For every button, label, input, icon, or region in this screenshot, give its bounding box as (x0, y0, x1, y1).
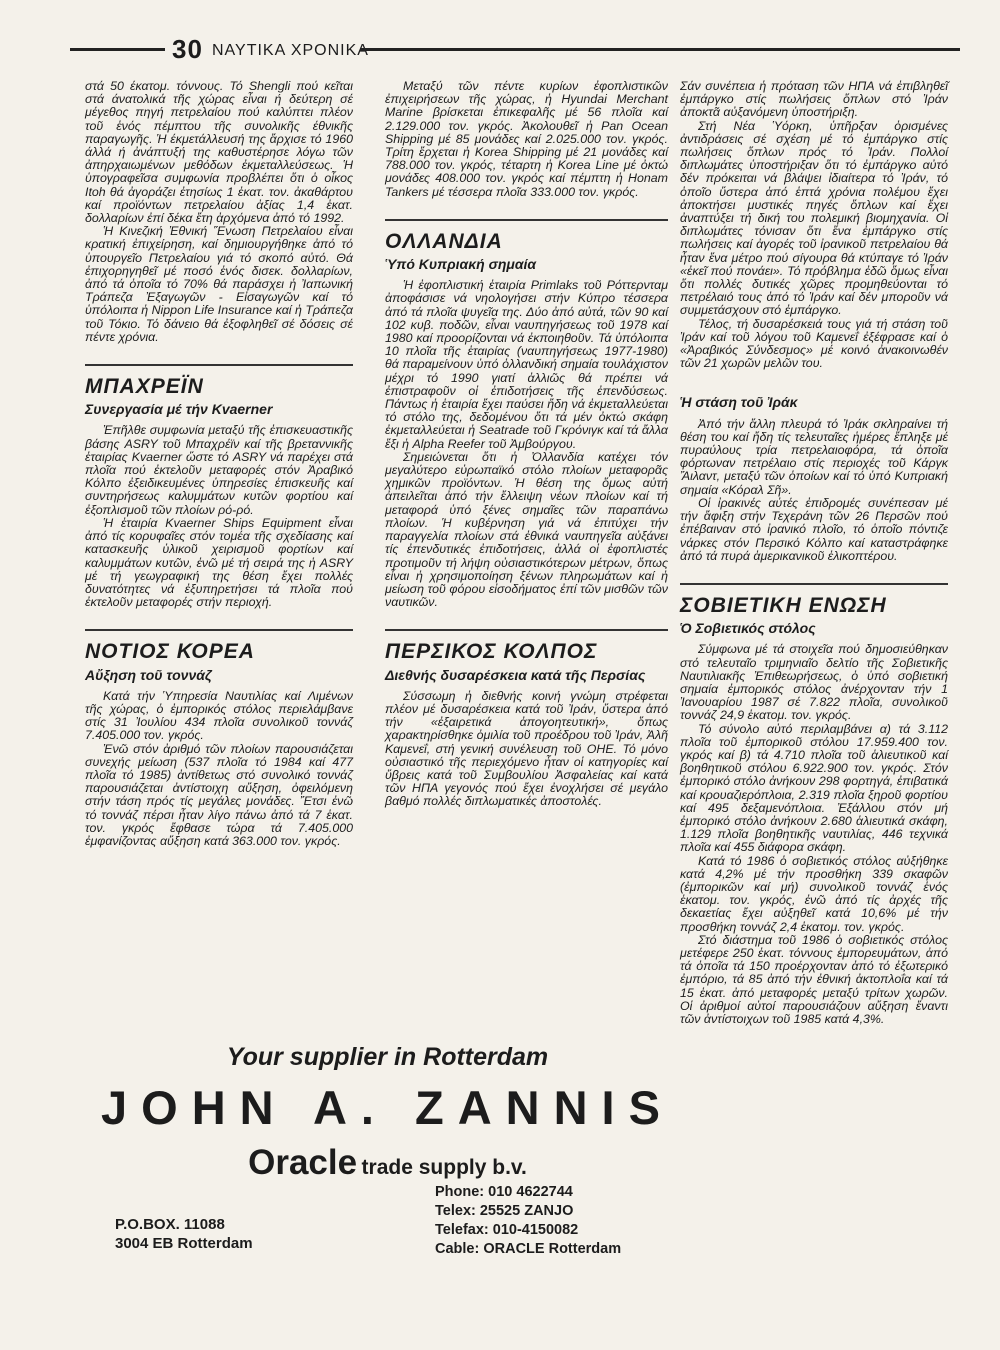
article-paragraph: Μεταξύ τῶν πέντε κυρίων ἐφοπλιστικῶν ἐπιχειρήσεων τῆς χώρας, ἡ Hyundai Merchant Marine βρίσκεται ἐπικεφαλῆς μέ 56 πλοῖα καί 2.129.000 τον. γκρός. Ἀκολουθεῖ ἡ Pan Ocean Shipping μέ 85 μονάδες καί 2.025.000 τον. γκρός. Τρίτη ἔρχεται ἡ Korea Shipping μέ 21 μονάδες καί 788.000 τον. γκρός, τέταρτη ἡ Korea Line μέ ὀκτώ μονάδες 408.000 τον. γκρός καί πέμπτη ἡ Honam Tankers μέ τέσσερα πλοῖα 333.000 τον. γκρός. (385, 79, 668, 199)
article-paragraph: Τέλος, τή δυσαρέσκειά τους γιά τή στάση τοῦ Ἰράν καί τοῦ λόγου τοῦ Καμενεΐ ἐξέφρασε καί ὁ «Ἀραβικός Σύνδεσμος» μέ κοινό ἀνακοινωθέν τῶν 21 χωρῶν μελῶν του. (680, 316, 948, 371)
ad-contact-list (435, 1183, 621, 1259)
article-paragraph: Κατά τό 1986 ὁ σοβιετικός στόλος αὐξήθηκε κατά 4,2% μέ τήν προσθήκη 339 σκαφῶν (ἐμπορικῶν καί μή) συνολικοῦ τοννάζ ἑνός ἑκατομ. τον. γκρός, ἐνῶ ἀπό τίς ἀρχές τῆς δεκαετίας ἔχει αὐξηθεῖ κατά 10,6% μέ τήν προσθήκη τοννάζ 2,4 ἑκατομ. τον. γκρός. (680, 853, 948, 934)
article-paragraph: Ἀπό τήν ἄλλη πλευρά τό Ἰράκ σκληραίνει τή θέση του καί ἤδη τίς τελευταῖες ἡμέρες ἔπληξε μέ πυραύλους τρία πετρελαιοφόρα, τά ὁποῖα φόρτωναν πετρέλαιο στίς περιοχές τοῦ Κάργκ Ἄιλαντ, μεταξύ τῶν ὁποίων καί τό ὑπό Κυπριακή σημαία «Κόραλ Σῆ». (680, 416, 948, 497)
ad-tagline: Your supplier in Rotterdam (226, 1043, 549, 1071)
ad-brand-line (95, 1143, 680, 1183)
page-header (60, 34, 960, 68)
article-subheading: Συνεργασία μέ τήν Kvaerner (85, 401, 273, 418)
article-paragraph: Στό διάστημα τοῦ 1986 ὁ σοβιετικός στόλος μετέφερε 250 ἑκατ. τόννους ἐμπορευμάτων, ἀπό τά ὁποῖα τά 150 προέρχονταν ἀπό τό ἐξωτερικό ἐμπόριο, τά 85 ἀπό τήν ἐθνική ἀκτοπλοΐα καί τά 15 ἑκατ. ἀπό μεταφορές μεταξύ τρίτων χωρῶν. Οἱ ἀριθμοί αὐτοί παρουσιάζουν αὔξηση ἔναντι τῶν ἀντίστοιχων τοῦ 1985 κατά 4,3%. (680, 932, 948, 1026)
article-paragraph: Σύμφωνα μέ τά στοιχεῖα πού δημοσιεύθηκαν στό τελευταῖο τριμηνιαῖο δελτίο τῆς Σοβιετικῆς Ναυτιλιακῆς Ἐπιθεωρήσεως, ὁ ὑπό σοβιετική σημαία ἐμπορικός στόλος ἀνέρχονταν τήν 1 Ἰανουαρίου 1987 σέ 7.822 πλοῖα, συνολικοῦ τοννάζ 24,9 ἑκατομ. τον. γκρός. (680, 642, 948, 723)
article-subheading: Διεθνής δυσαρέσκεια κατά τῆς Περσίας (385, 666, 646, 683)
section-heading-south-korea: ΝΟΤΙΟΣ ΚΟΡΕΑ (85, 629, 353, 662)
section-heading-soviet-union: ΣΟΒΙΕΤΙΚΗ ΕΝΩΣΗ (680, 583, 948, 616)
column-1 (85, 80, 353, 848)
header-rule-right (360, 48, 960, 51)
article-paragraph: Στή Νέα Ὑόρκη, ὑπῆρξαν ὁρισμένες ἀντιδράσεις σέ σχέση μέ τό ἐμπάργκο στίς πωλήσεις ὅπλων πρός τό Ἰράν. Πολλοί διπλωμάτες ὑποστήριξαν ὅτι τό ἐμπάργκο αὐτό δέν πρόκειται νά βλάψει ἰδιαίτερα τό Ἰράν, τό ὁποῖο ὕστερα ἀπό ἑπτά χρόνια πολέμου ἔχει ἀποκτήσει μυστικές πηγές ὅπλων καί ἔχει ἀναπτύξει τή δική του πολεμική βιομηχανία. Οἱ διπλωμάτες τόνισαν ὅτι ἕνα ἐμπάργκο στίς πωλήσεις καί ἀγορές τοῦ ἰρανικοῦ πετρελαίου θά ἦταν ἕνα μέτρο πού σίγουρα θά κτύπαγε τό Ἰράν «ἐκεῖ πού πονάει». Τό πρόβλημα ἐδῶ ὅμως εἶναι ὅτι πολλές δυτικές χῶρες προμηθεύονται τό πετρέλαιό τους ἀπό τό Ἰράν καί δέν μποροῦν νά συμμετάσχουν στό ἐμπάργκο. (680, 118, 948, 318)
article-paragraph: Ἐνῶ στόν ἀριθμό τῶν πλοίων παρουσιάζεται συνεχής μείωση (537 πλοῖα τό 1984 καί 477 πλοῖα τό 1985) ἀντίθετως στό συνολικό τοννάζ παρουσιάζεται ἀντίστοιχη αὔξηση, ὀφειλόμενη στήν τάση πρός τίς μεγάλες μονάδες. Ἔτσι ἐνῶ τό τοννάζ πέρσι ἦταν λίγο πάνω ἀπό τά 7 ἑκατ. τον. γκρός ἔφθασε τώρα τά 7.405.000 ἐμφανίζοντας αὔξηση κατά 363.000 τον. γκρός. (85, 741, 353, 848)
magazine-title: ΝΑΥΤΙΚΑ ΧΡΟΝΙΚΑ (212, 42, 369, 59)
ad-brand: Oracle (248, 1143, 358, 1182)
header-rule-left (70, 48, 165, 51)
article-paragraph: Ἡ ἐφοπλιστική ἑταιρία Primlaks τοῦ Ρόττερνταμ ἀποφάσισε νά νηολογήσει στήν Κύπρο τέσσερα ἀπό τά πλοῖα ψυγεῖα της. Δύο ἀπό αὐτά, τῶν 90 καί 102 κυβ. ποδῶν, εἶναι ναυπηγήσεως τοῦ 1978 καί 1980 καί προορίζονται νά ἐκποιηθοῦν. Τά ὑπόλοιπα 10 πλοῖα τῆς ἑταιρίας (ναυπηγήσεως 1977-1980) θά παραμείνουν ὑπό ὀλλανδική σημαία τουλάχιστον μέχρι τό 1990 γιατί ἀλλιῶς θά πρέπει νά ἐπιστραφοῦν οἱ ἐπιδοτήσεις τῆς ἐπενδύσεως. Πάντως ἡ ἑταιρία ἔχει παύσει ἤδη νά ἐκμεταλλεύεται τό στόλο της, δεδομένου ὅτι τά μέν ὀκτώ σκάφη ἐκμεταλλεύεται ἡ Seatrade τοῦ Γκρόνιγκ καί τά ἄλλα ἕξι ἡ Alpha Reefer τοῦ Ἀμβούργου. (385, 278, 668, 451)
ad-company-name: JOHN A. ZANNIS (101, 1081, 674, 1134)
ad-telex: Telex: 25525 ZANJO (435, 1203, 574, 1219)
article-paragraph: Σημειώνεται ὅτι ἡ Ὀλλανδία κατέχει τόν μεγαλύτερο εὐρωπαϊκό στόλο πλοίων μεταφορᾶς χημικῶν προϊόντων. Ἡ θέση της ὅμως αὐτή ἀπειλεῖται ἀπό τήν ἔλλειψη νέων πλοίων καί τή μεταφορά ὑπό ξένες σημαῖες τῶν παραπάνω πλοίων. Ἡ κυβέρνηση γιά νά ἐπιτύχει τήν παραγγελία πλοίων στά ἐθνικά ναυπηγεῖα αὐξάνει τίς ἐπενδυτικές ἐπιδοτήσεις, ἀλλά οἱ ἐφοπλιστές προτιμοῦν τή λήψη οὐσιαστικότερων μέτρων, ὅπως εἶναι ἡ χρησιμοποίηση ξένων πληρωμάτων καί ἡ μείωση τοῦ φόρου εἰσοδήματος ἐπί τῶν μισθῶν τῶν ναυτικῶν. (385, 449, 668, 610)
article-paragraph: Ἡ ἑταιρία Kvaerner Ships Equipment εἶναι ἀπό τίς κορυφαῖες στόν τομέα τῆς σχεδίασης καί κατασκευῆς ὑλικοῦ χειρισμοῦ φορτίων καί καλυμμάτων κυτῶν, ἐνῶ μέ τή σειρά της ἡ ASRY μέ τή γεωγραφική της θέση ἔχει πολλές δυνατότητες νά ἐξυπηρετήσει τά πλοῖα πού ἐκτελοῦν μεταφορές στήν περιοχή. (85, 515, 353, 610)
article-paragraph: στά 50 έκατομ. τόννους. Τό Shengli πού κεῖται στά άνατολικά τῆς χώρας εἶναι ή δεύτερη σέ μέγεθος πηγή πετρελαίου πού καλύπτει πλέον τοῦ ἑνός πέμπτου τῆς συνολικῆς έθνικῆς παραγωγῆς. Ἡ έκμετάλλευσή της ἄρχισε τό 1960 άλλά ή ἀνάπτυξή της καθυστέρησε λόγω τῶν ἀπηρχαιωμένων μεθόδων ἐκμεταλλεύσεως. Ἡ ὑπογραφεῖσα συμφωνία προβλέπει ὅτι ὁ οἶκος Itoh θά ἀγοράζει ἐτησίως 1 ἑκατ. τον. ἀκαθάρτου καί προϊόντων πετρελαίου ἀξίας 1,4 ἑκατ. δολλαρίων ἐπί δέκα ἔτη ἀρχόμενα ἀπό τό 1992. (85, 79, 353, 226)
article-paragraph: Κατά τήν Ὑπηρεσία Ναυτιλίας καί Λιμένων τῆς χώρας, ὁ ἐμπορικός στόλος περιελάμβανε στίς 31 Ἰουλίου 434 πλοῖα συνολικοῦ τοννάζ 7.405.000 τον. γκρός. (85, 688, 353, 743)
ad-postal-address (115, 1215, 253, 1253)
article-paragraph: Οἱ ἰρακινές αὐτές ἐπιδρομές συνέπεσαν μέ τήν ἄφιξη στήν Τεχεράνη τῶν 26 Περσῶν πού ἐπέβαιναν στό ἰρανικό πλοῖο, τό ὁποῖο πόντιζε νάρκες στόν Περσικό Κόλπο καί καταστράφηκε ἀπό τά πυρά ἀμερικανικοῦ ἑλικοπτέρου. (680, 495, 948, 563)
section-heading-persian-gulf: ΠΕΡΣΙΚΟΣ ΚΟΛΠΟΣ (385, 629, 668, 662)
page-number: 30 (172, 34, 203, 64)
article-paragraph: Σύσσωμη ἡ διεθνής κοινή γνώμη στρέφεται πλέον μέ δυσαρέσκεια κατά τοῦ Ἰράν, ὕστερα ἀπό τήν «ἐξαιρετικά ἀπογοητευτική», ὅπως χαρακτηρίσθηκε ὁμιλία τοῦ προέδρου τοῦ Ἰράν, Ἀλῆ Καμενεΐ, στή γενική συνέλευση τοῦ ΟΗΕ. Τό μόνο οὐσιαστικό τῆς περιεχόμενο ἦταν οἱ κατηγορίες καί ὕβρεις κατά τοῦ Συμβουλίου Ἀσφαλείας καί κατά τῶν ΗΠΑ γεγονός πού ἔχει ἐνοχλήσει σέ μεγάλο βαθμό πολλές διπλωματικές ἀποστολές. (385, 688, 668, 809)
ad-telefax: Telefax: 010-4150082 (435, 1222, 579, 1238)
ad-brand-suffix: trade supply b.v. (361, 1156, 527, 1179)
column-3 (680, 80, 948, 1026)
article-paragraph: Ἐπῆλθε συμφωνία μεταξύ τῆς ἐπισκευαστικῆς βάσης ASRY τοῦ Μπαχρέϊν καί τῆς βρεταννικῆς ἑταιρίας Kvaerner ὥστε τό ASRY νά παρέχει στά πλοῖα πού ἐκτελοῦν μεταφορές στόν Ἀραβικό Κόλπο ἐξειδικευμένες ὑπηρεσίες ἐπισκευῆς καί συντηρήσεως καλυμμάτων κυτῶν φορτίου καί ἐξοπλισμοῦ τῶν πλοίων ρό-ρό. (85, 423, 353, 517)
section-heading-netherlands: ΟΛΛΑΝΔΙΑ (385, 219, 668, 252)
section-heading-bahrain: ΜΠΑΧΡΕΪΝ (85, 364, 353, 397)
ad-cable: Cable: ORACLE Rotterdam (435, 1241, 622, 1257)
ad-pobox: P.O.BOX. 11088 (115, 1216, 225, 1233)
ad-address: 3004 EB Rotterdam (115, 1235, 253, 1252)
article-paragraph: Σάν συνέπεια ἡ πρόταση τῶν ΗΠΑ νά ἐπιβληθεῖ ἐμπάργκο στίς πωλήσεις ὅπλων στό Ἰράν ἀποκτᾶ αὐξανόμενη ὑποστήριξη. (680, 79, 948, 120)
ad-phone: Phone: 010 4622744 (435, 1184, 573, 1200)
article-paragraph: Τό σύνολο αὐτό περιλαμβάνει α) τά 3.112 πλοῖα τοῦ ἐμπορικοῦ στόλου 17.959.400 τον. γκρός καί β) τά 4.710 πλοῖα τοῦ ἁλιευτικοῦ καί βοηθητικοῦ στόλου 6.922.900 τον. γκρός. Στόν ἐμπορικό στόλο ἀνήκουν 298 φορτηγά, ἐπιβατικά καί κρουαζιερόπλοια, 2.319 πλοῖα ξηροῦ φορτίου καί 495 δεξαμενόπλοια. Ἐξάλλου στόν μή ἐμπορικό στόλο ἀνήκουν 2.680 ἁλιευτικά σκάφη, 1.129 πλοῖα βοηθητικῆς ναυτιλίας, 446 τεχνικά πλοῖα καί 455 διάφορα σκάφη. (680, 721, 948, 855)
article-subheading: Ἡ στάση τοῦ Ἰράκ (680, 394, 798, 411)
article-subheading: Ὁ Σοβιετικός στόλος (680, 620, 816, 637)
article-paragraph: Ἡ Κινεζική Ἐθνική Ἕνωση Πετρελαίου εἶναι κρατική ἐπιχείρηση, καί δημιουργήθηκε ἀπό τό ὑπουργεῖο Πετρελαίου γιά τό σκοπό αὐτό. Θά ἐπιχορηγηθεῖ μέ ποσό ἑνός δισεκ. δολλαρίων, ἀπό τά ὁποῖα τό 70% θά παράσχει ἡ Ἰαπωνική Τράπεζα Ἐξαγωγῶν - Εἰσαγωγῶν καί τό ὑπόλοιπα ἡ Nippon Life Insurance καί ἡ Τράπεζα τοῦ Τόκιο. Τό δάνειο θά ἐξοφληθεῖ σέ δόσεις σέ πέντε χρόνια. (85, 224, 353, 344)
advertisement (95, 1043, 680, 1273)
column-2 (385, 80, 668, 809)
article-subheading: Αὔξηση τοῦ τοννάζ (85, 666, 212, 683)
article-subheading: Ὑπό Κυπριακή σημαία (385, 256, 537, 273)
